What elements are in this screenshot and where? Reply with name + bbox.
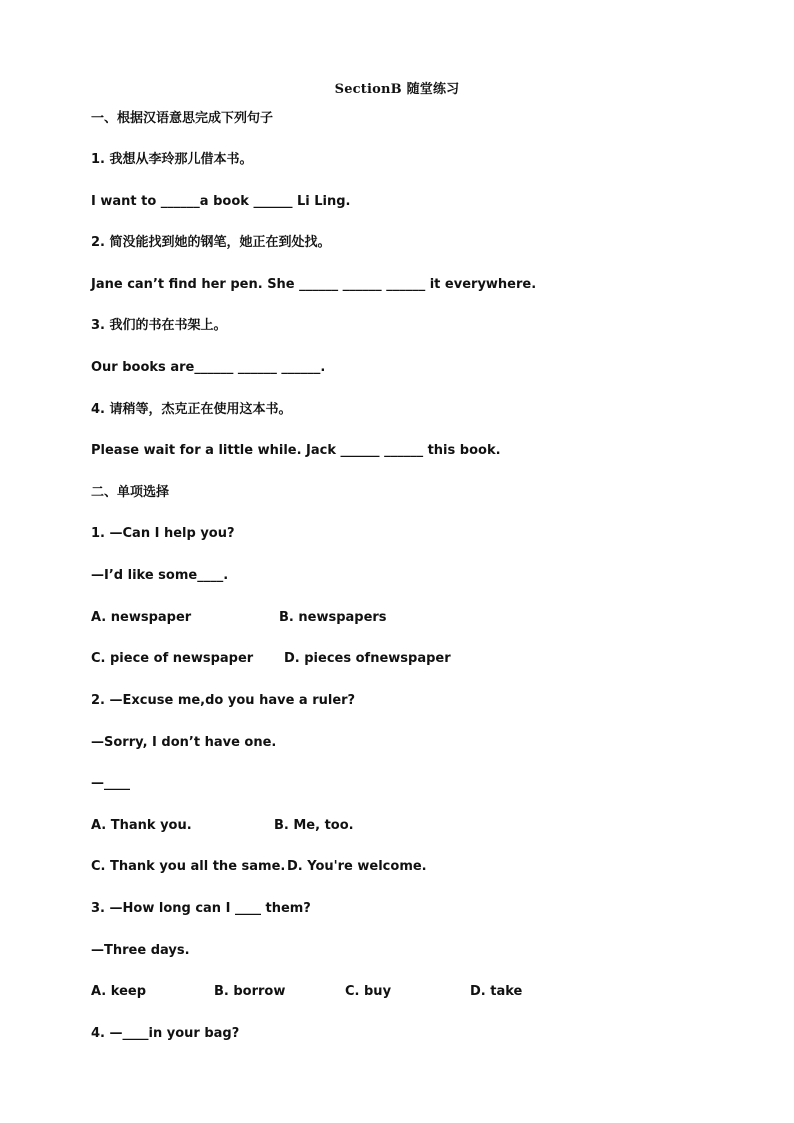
mc-question-2-option-c: C. Thank you all the same. [91, 859, 286, 874]
mc-question-1-option-d: D. pieces ofnewspaper [284, 651, 451, 666]
mc-question-3-option-a: A. keep [91, 984, 147, 999]
page-title: SectionB 随堂练习 [334, 82, 460, 97]
question-3-english: Our books are______ ______ ______. [91, 360, 326, 375]
question-4-chinese: 4. 请稍等，杰克正在使用这本书。 [91, 402, 292, 417]
mc-question-3-option-b: B. borrow [214, 984, 286, 999]
mc-question-1-reply: —I’d like some____. [91, 568, 229, 583]
question-2-english: Jane can’t find her pen. She ______ ______ ______ it everywhere. [91, 277, 537, 292]
section-heading-translation: 一、根据汉语意思完成下列句子 [91, 111, 274, 126]
mc-question-2-option-a: A. Thank you. [91, 818, 192, 833]
mc-question-3-prompt: 3. —How long can I ____ them? [91, 901, 311, 916]
mc-question-1-option-c: C. piece of newspaper [91, 651, 254, 666]
mc-question-1-option-b: B. newspapers [279, 610, 387, 625]
question-1-english: I want to ______a book ______ Li Ling. [91, 194, 351, 209]
section-heading-multiple-choice: 二、单项选择 [91, 485, 170, 500]
question-1-chinese: 1. 我想从李玲那儿借本书。 [91, 152, 253, 167]
question-2-chinese: 2. 简没能找到她的钢笔，她正在到处找。 [91, 235, 331, 250]
question-4-english: Please wait for a little while. Jack ______ ______ this book. [91, 443, 501, 458]
mc-question-1-option-a: A. newspaper [91, 610, 192, 625]
mc-question-3-option-d: D. take [470, 984, 523, 999]
mc-question-3-reply: —Three days. [91, 943, 190, 958]
mc-question-1-prompt: 1. —Can I help you? [91, 526, 235, 541]
mc-question-2-prompt: 2. —Excuse me,do you have a ruler? [91, 693, 356, 708]
mc-question-3-option-c: C. buy [345, 984, 392, 999]
mc-question-4-prompt: 4. —____in your bag? [91, 1026, 240, 1041]
question-3-chinese: 3. 我们的书在书架上。 [91, 318, 227, 333]
mc-question-2-option-b: B. Me, too. [274, 818, 354, 833]
mc-question-2-option-d: D. You're welcome. [287, 859, 427, 874]
mc-question-2-blank: —____ [91, 776, 130, 791]
mc-question-2-reply: —Sorry, I don’t have one. [91, 735, 277, 750]
